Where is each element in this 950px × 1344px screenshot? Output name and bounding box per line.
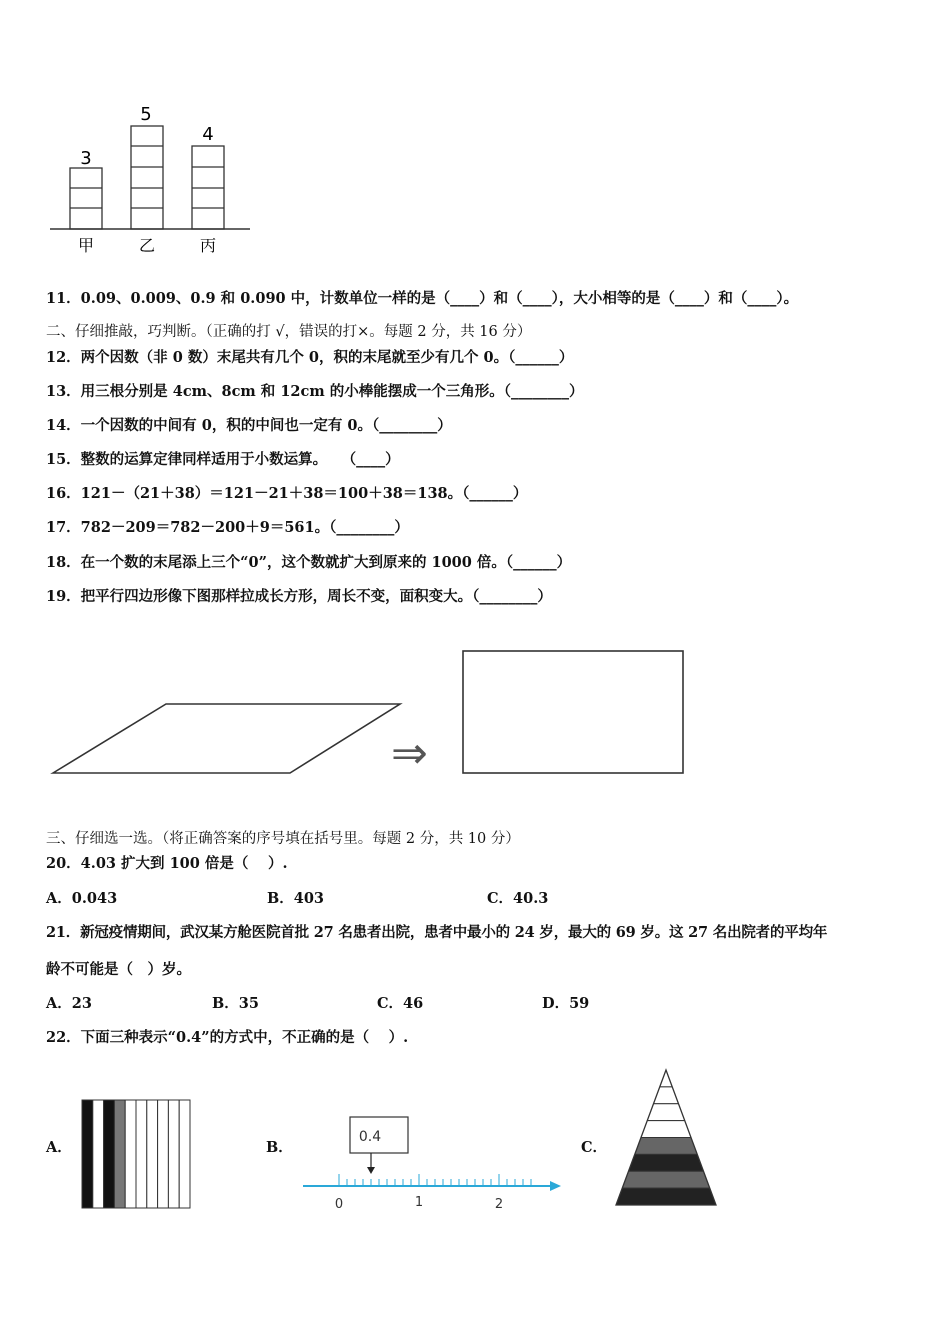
question-11: 11．0.09、0.009、0.9 和 0.090 中，计数单位一样的是（____）和（____），大小相等的是（____）和（____）。 [46, 290, 799, 307]
empty-bar [147, 1100, 158, 1208]
question-22-option-b-label: B． [266, 1139, 293, 1156]
value-box-label: 0.4 [358, 1129, 382, 1145]
shaded-stripe [612, 1154, 722, 1171]
parallelogram-to-rectangle-figure [46, 645, 706, 785]
empty-stripe [612, 1104, 722, 1121]
question-20-option-b: B．403 [267, 890, 325, 907]
triangle-figure [612, 1066, 722, 1211]
empty-bar [179, 1100, 190, 1208]
question-21-option-c: C．46 [377, 995, 424, 1012]
triangle-stripes [612, 1070, 722, 1205]
question-21-option-d: D．59 [542, 995, 590, 1012]
empty-bar [125, 1100, 136, 1208]
number-line-arrow-head [550, 1181, 561, 1191]
empty-bar [136, 1100, 147, 1208]
tick-label-0: 0 [334, 1197, 344, 1212]
column-yi [131, 104, 163, 255]
parallelogram [53, 704, 400, 773]
empty-stripe [612, 1121, 722, 1138]
stacked-blocks-figure [40, 96, 300, 266]
empty-bar [168, 1100, 179, 1208]
rectangle [463, 651, 683, 773]
shaded-bar [104, 1100, 115, 1208]
question-12: 12．两个因数（非 0 数）末尾共有几个 0，积的末尾就至少有几个 0。（______） [46, 349, 574, 366]
question-20-option-a: A．0.043 [46, 890, 118, 907]
question-19: 19．把平行四边形像下图那样拉成长方形，周长不变，面积变大。（________） [46, 588, 552, 605]
column-count-label: 5 [140, 104, 152, 125]
section-3-title: 三、仔细选一选。（将正确答案的序号填在括号里。每题 2 分，共 10 分） [46, 831, 520, 847]
question-21-stem-line2: 龄不可能是（ ）岁。 [46, 961, 191, 978]
question-21-option-b: B．35 [212, 995, 259, 1012]
empty-stripe [612, 1087, 722, 1104]
shaded-bar [114, 1100, 125, 1208]
shaded-bar [93, 1100, 104, 1208]
question-16: 16．121－（21＋38）＝121－21＋38＝100＋38＝138。（______） [46, 485, 528, 502]
question-22-option-a-label: A． [46, 1139, 72, 1156]
column-name-label: 丙 [199, 236, 217, 255]
transform-arrow: ⇒ [391, 728, 428, 779]
section-2-title: 二、仔细推敲，巧判断。（正确的打 √，错误的打×。每题 2 分，共 16 分） [46, 324, 532, 340]
bars-group [82, 1100, 190, 1208]
column-bing [192, 124, 224, 255]
question-13: 13．用三根分别是 4cm、8cm 和 12cm 的小棒能摆成一个三角形。（________） [46, 383, 584, 400]
pointer-arrow-head [367, 1167, 375, 1174]
question-22-stem: 22．下面三种表示“0.4”的方式中，不正确的是（ ）. [46, 1029, 409, 1046]
question-21-option-a: A．23 [46, 995, 92, 1012]
question-20-option-c: C．40.3 [487, 890, 549, 907]
column-count-label: 3 [80, 148, 92, 169]
tick-label-1: 1 [414, 1195, 424, 1210]
column-jia [70, 148, 102, 255]
question-22-option-c-label: C． [581, 1139, 608, 1156]
shaded-bar [82, 1100, 93, 1208]
bars-figure [80, 1098, 192, 1210]
number-line-ticks [339, 1174, 531, 1186]
column-name-label: 甲 [77, 236, 95, 255]
shaded-stripe [612, 1188, 722, 1205]
column-name-label: 乙 [138, 236, 156, 255]
question-14: 14．一个因数的中间有 0，积的中间也一定有 0。（________） [46, 417, 452, 434]
number-line-figure [298, 1112, 568, 1222]
question-15: 15．整数的运算定律同样适用于小数运算。 （____） [46, 451, 400, 468]
empty-bar [158, 1100, 169, 1208]
shaded-stripe [612, 1138, 722, 1155]
shaded-stripe [612, 1171, 722, 1188]
question-20-stem: 20．4.03 扩大到 100 倍是（ ）. [46, 855, 288, 872]
question-18: 18．在一个数的末尾添上三个“0”，这个数就扩大到原来的 1000 倍。（______） [46, 554, 572, 571]
tick-label-2: 2 [494, 1197, 504, 1212]
question-17: 17．782－209＝782－200＋9＝561。（________） [46, 519, 409, 536]
column-count-label: 4 [202, 124, 214, 145]
question-21-stem-line1: 21．新冠疫情期间，武汉某方舱医院首批 27 名患者出院，患者中最小的 24 岁，最大的 69 岁。这 27 名出院者的平均年 [46, 924, 828, 941]
